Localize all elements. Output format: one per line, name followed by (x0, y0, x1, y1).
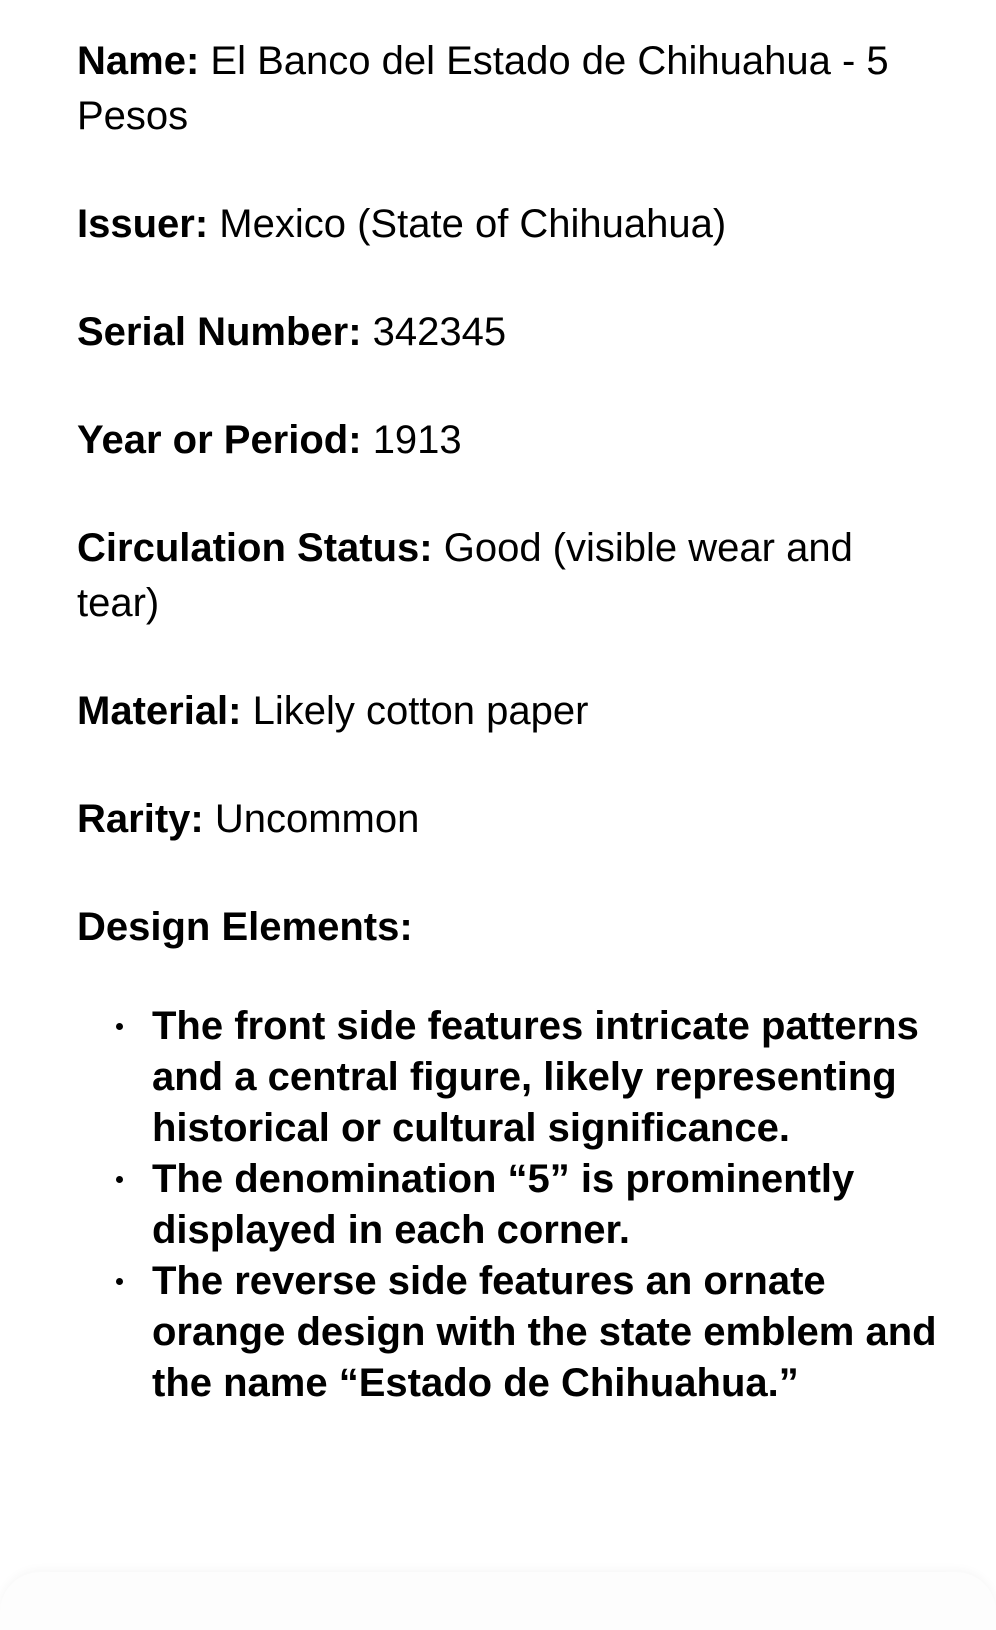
field-material (77, 684, 937, 739)
list-item (77, 1001, 937, 1154)
field-value: Likely cotton paper (252, 689, 589, 733)
bottom-sheet-edge (0, 1572, 996, 1630)
banknote-details (77, 34, 937, 1409)
bullet-icon (116, 1023, 123, 1030)
bullet-icon (116, 1176, 123, 1183)
field-value: 342345 (372, 310, 507, 354)
list-item-text: The front side features intricate patterns and a central figure, likely representing historical or cultural significance. (152, 1004, 919, 1150)
list-item (77, 1154, 937, 1256)
design-elements-list (77, 1001, 937, 1409)
field-label: Serial Number: (77, 310, 362, 354)
field-circulation-status (77, 521, 937, 631)
field-label: Year or Period: (77, 418, 362, 462)
field-value: Uncommon (214, 797, 420, 841)
field-value: 1913 (372, 418, 462, 462)
field-label: Name: (77, 39, 200, 83)
field-value: Good (visible wear and tear) (77, 526, 853, 625)
list-item-text: The reverse side features an ornate orange design with the state emblem and the name “Estado de Chihuahua.” (152, 1259, 937, 1405)
field-design-elements (77, 900, 937, 955)
field-year-or-period (77, 413, 937, 468)
list-item (77, 1256, 937, 1409)
field-label: Issuer: (77, 202, 209, 246)
field-label: Design Elements: (77, 905, 413, 949)
field-label: Rarity: (77, 797, 204, 841)
list-item-text: The denomination “5” is prominently displayed in each corner. (152, 1157, 855, 1252)
field-issuer (77, 197, 937, 252)
field-label: Material: (77, 689, 242, 733)
field-serial-number (77, 305, 937, 360)
field-value: El Banco del Estado de Chihuahua - 5 Pesos (77, 39, 889, 138)
field-label: Circulation Status: (77, 526, 433, 570)
field-rarity (77, 792, 937, 847)
field-value: Mexico (State of Chihuahua) (219, 202, 727, 246)
field-name (77, 34, 937, 144)
bullet-icon (116, 1278, 123, 1285)
